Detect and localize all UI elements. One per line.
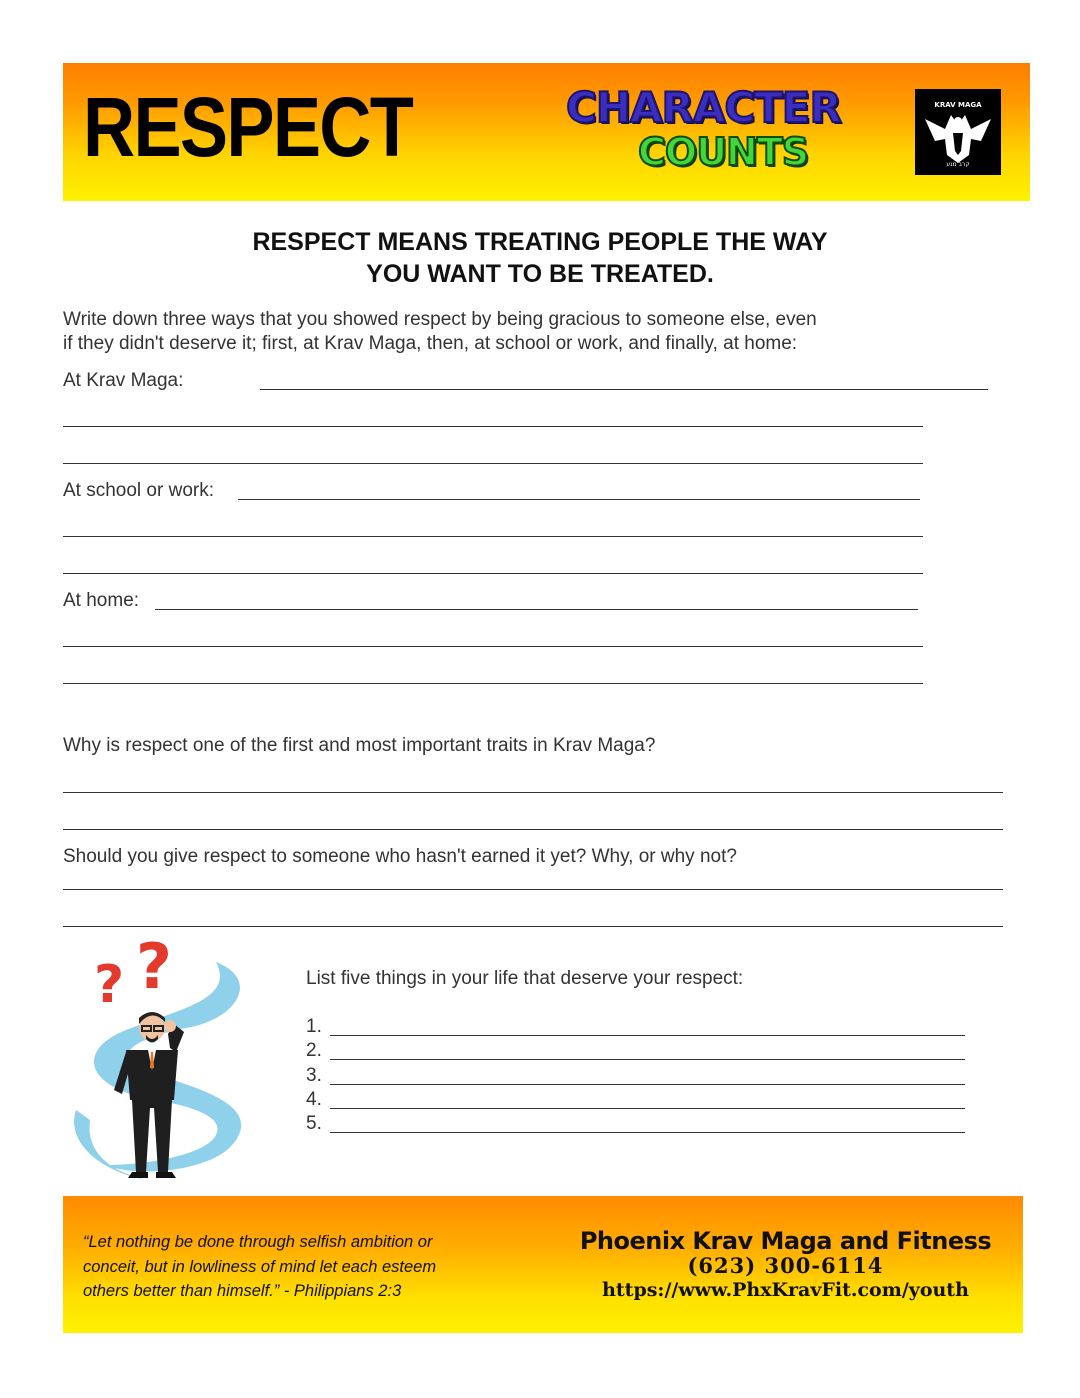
question-give-respect: Should you give respect to someone who hasn't earned it yet? Why, or why not? <box>63 846 737 867</box>
instructions-line-2: if they didn't deserve it; first, at Krav Maga, then, at school or work, and finally, at home: <box>63 333 798 354</box>
character-counts-logo-bottom: COUNTS <box>638 130 809 174</box>
list-prompt: List five things in your life that deserve your respect: <box>306 968 744 989</box>
answer-line-school-1[interactable] <box>238 499 920 500</box>
list-number-4: 4. <box>306 1089 322 1110</box>
business-name: Phoenix Krav Maga and Fitness <box>579 1227 992 1255</box>
answer-line-q1-1[interactable] <box>63 792 1003 793</box>
list-answer-line-4[interactable] <box>330 1108 965 1109</box>
list-number-3: 3. <box>306 1065 322 1086</box>
quote-line-1: “Let nothing be done through selfish ambition or <box>83 1233 433 1251</box>
svg-text:?: ? <box>94 955 125 1015</box>
prompt-krav-maga: At Krav Maga: <box>63 370 184 391</box>
krav-maga-logo <box>915 89 1001 175</box>
answer-line-home-3[interactable] <box>63 683 923 684</box>
logo-text: KRAV MAGA <box>934 101 982 109</box>
list-answer-line-5[interactable] <box>330 1132 965 1133</box>
answer-line-q2-1[interactable] <box>63 889 1003 890</box>
quote-line-2: conceit, but in lowliness of mind let each esteem <box>83 1257 437 1276</box>
footer-banner <box>63 1196 1023 1333</box>
quote-line-3: others better than himself.” - Philippians 2:3 <box>83 1282 402 1300</box>
list-answer-line-2[interactable] <box>330 1059 965 1060</box>
logo-hebrew-text: קרב מגע <box>946 161 970 168</box>
list-answer-line-1[interactable] <box>330 1035 965 1036</box>
answer-line-q1-2[interactable] <box>63 829 1003 830</box>
header-banner <box>63 63 1030 201</box>
page-title: RESPECT <box>83 80 413 174</box>
answer-line-krav-maga-1[interactable] <box>260 389 988 390</box>
question-why-respect: Why is respect one of the first and most important traits in Krav Maga? <box>63 735 656 756</box>
list-answer-line-3[interactable] <box>330 1084 965 1085</box>
list-number-2: 2. <box>306 1040 322 1061</box>
answer-line-q2-2[interactable] <box>63 926 1003 927</box>
confused-man-illustration <box>66 940 256 1190</box>
answer-line-home-1[interactable] <box>155 609 918 610</box>
respect-definition-heading <box>100 226 980 290</box>
heading-line-1: RESPECT MEANS TREATING PEOPLE THE WAY <box>252 228 828 256</box>
answer-line-school-2[interactable] <box>63 536 923 537</box>
list-number-1: 1. <box>306 1016 322 1037</box>
answer-line-krav-maga-3[interactable] <box>63 463 923 464</box>
answer-line-krav-maga-2[interactable] <box>63 426 923 427</box>
bible-quote <box>83 1230 493 1304</box>
list-number-5: 5. <box>306 1113 322 1134</box>
svg-text:?: ? <box>136 940 172 1003</box>
answer-line-home-2[interactable] <box>63 646 923 647</box>
business-phone: (623) 300-6114 <box>687 1253 884 1278</box>
business-contact <box>563 1228 1008 1302</box>
heading-line-2: YOU WANT TO BE TREATED. <box>366 260 714 288</box>
instructions-line-1: Write down three ways that you showed respect by being gracious to someone else, even <box>63 309 817 330</box>
character-counts-logo-top: CHARACTER <box>566 83 841 132</box>
answer-line-school-3[interactable] <box>63 573 923 574</box>
instructions-text <box>63 308 943 356</box>
prompt-home: At home: <box>63 590 140 611</box>
business-url[interactable]: https://www.PhxKravFit.com/youth <box>602 1279 969 1301</box>
prompt-school-work: At school or work: <box>63 480 214 501</box>
